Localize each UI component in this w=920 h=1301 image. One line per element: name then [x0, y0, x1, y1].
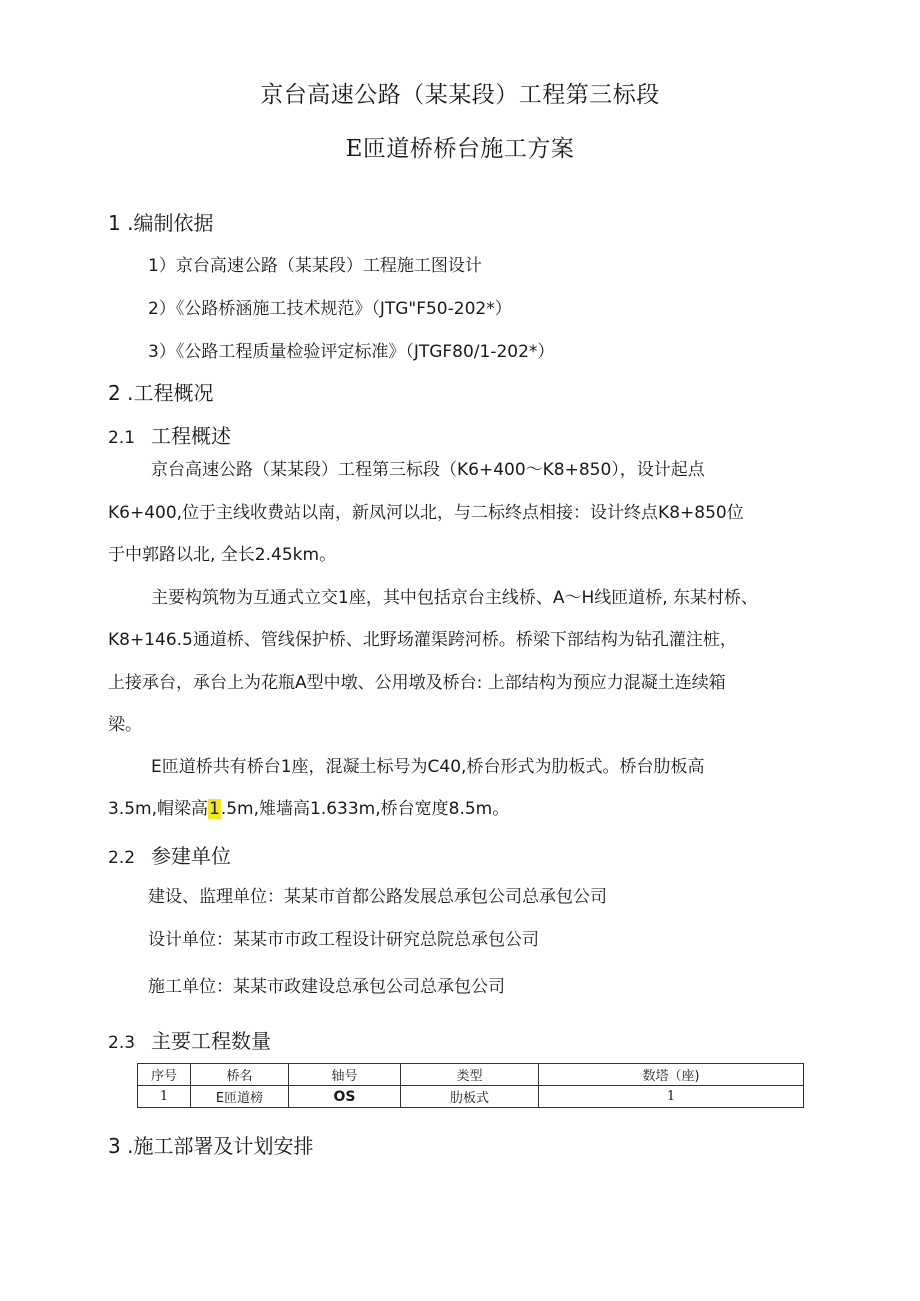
paragraph-line: K8+146.5通道桥、管线保护桥、北野场灌渠跨河桥。桥梁下部结构为钻孔灌注桩， [108, 630, 737, 650]
quantity-table [137, 1063, 804, 1108]
paragraph-line: 于中郭路以北, 全长2.45km。 [108, 545, 337, 565]
paragraph-line: 京台高速公路（某某段）工程第三标段（K6+400〜K8+850），设计起点 [151, 460, 705, 480]
table-header-row [138, 1064, 804, 1086]
section-title: .工程概况 [127, 381, 214, 405]
section-1-heading [108, 207, 213, 236]
document-title: 京台高速公路（某某段）工程第三标段 [260, 82, 660, 108]
table-header: 桥名 [191, 1064, 289, 1086]
table-header: 类型 [401, 1064, 539, 1086]
table-header: 轴号 [289, 1064, 401, 1086]
section-title: 参建单位 [151, 844, 231, 868]
section-title: 主要工程数量 [151, 1029, 271, 1053]
section-title: 工程概述 [151, 424, 231, 448]
participant-unit: 设计单位：某某市市政工程设计研究总院总承包公司 [148, 930, 539, 950]
section-number: 2 [108, 381, 121, 405]
section-number: 2.1 [108, 428, 136, 448]
table-cell: OS [289, 1086, 401, 1108]
table-cell: 1 [138, 1086, 191, 1108]
paragraph-line [108, 801, 509, 818]
table-cell: E匝道榜 [191, 1086, 289, 1108]
table-cell: 1 [539, 1086, 804, 1108]
reference-item: 2）《公路桥涵施工技术规范》（JTG"F50-202*） [148, 299, 512, 319]
section-2-2-heading [108, 840, 231, 869]
highlighted-text: 1 [209, 799, 220, 819]
paragraph-line: 上接承台，承台上为花瓶A型中墩、公用墩及桥台: 上部结构为预应力混凝土连续箱 [108, 673, 726, 693]
paragraph-line: E匝道桥共有桥台1座，混凝土标号为C40,桥台形式为肋板式。桥台肋板高 [151, 757, 705, 777]
section-title: .编制依据 [127, 211, 214, 235]
section-3-heading [108, 1130, 313, 1159]
section-2-3-heading [108, 1025, 271, 1054]
paragraph-line: K6+400,位于主线收费站以南，新凤河以北，与二标终点相接：设计终点K8+850位 [108, 503, 744, 523]
section-number: 2.3 [108, 1033, 136, 1053]
text-segment: 3.5m,帽梁高 [108, 799, 208, 819]
table-cell: 肋板式 [401, 1086, 539, 1108]
text-segment: .5m,雉墙高1.633m,桥台宽度8.5m。 [220, 799, 510, 819]
reference-item: 3）《公路工程质量检验评定标准》（JTGF80/1-202*） [148, 342, 555, 362]
reference-item: 1）京台高速公路（某某段）工程施工图设计 [148, 256, 482, 276]
participant-unit: 建设、监理单位：某某市首都公路发展总承包公司总承包公司 [148, 887, 607, 907]
participant-unit: 施工单位：某某市政建设总承包公司总承包公司 [148, 977, 505, 997]
section-number: 3 [108, 1134, 121, 1158]
section-number: 2.2 [108, 848, 136, 868]
section-2-heading [108, 377, 213, 406]
table-header: 数塔（座) [539, 1064, 804, 1086]
paragraph-line: 梁。 [108, 715, 142, 735]
section-number: 1 [108, 211, 121, 235]
table-header: 序号 [138, 1064, 191, 1086]
section-2-1-heading [108, 420, 231, 449]
table-row [138, 1086, 804, 1108]
document-subtitle: E匝道桥桥台施工方案 [345, 136, 575, 162]
paragraph-line: 主要构筑物为互通式立交1座，其中包括京台主线桥、A〜H线匝道桥, 东某村桥、 [151, 588, 759, 608]
section-title: .施工部署及计划安排 [127, 1134, 314, 1158]
